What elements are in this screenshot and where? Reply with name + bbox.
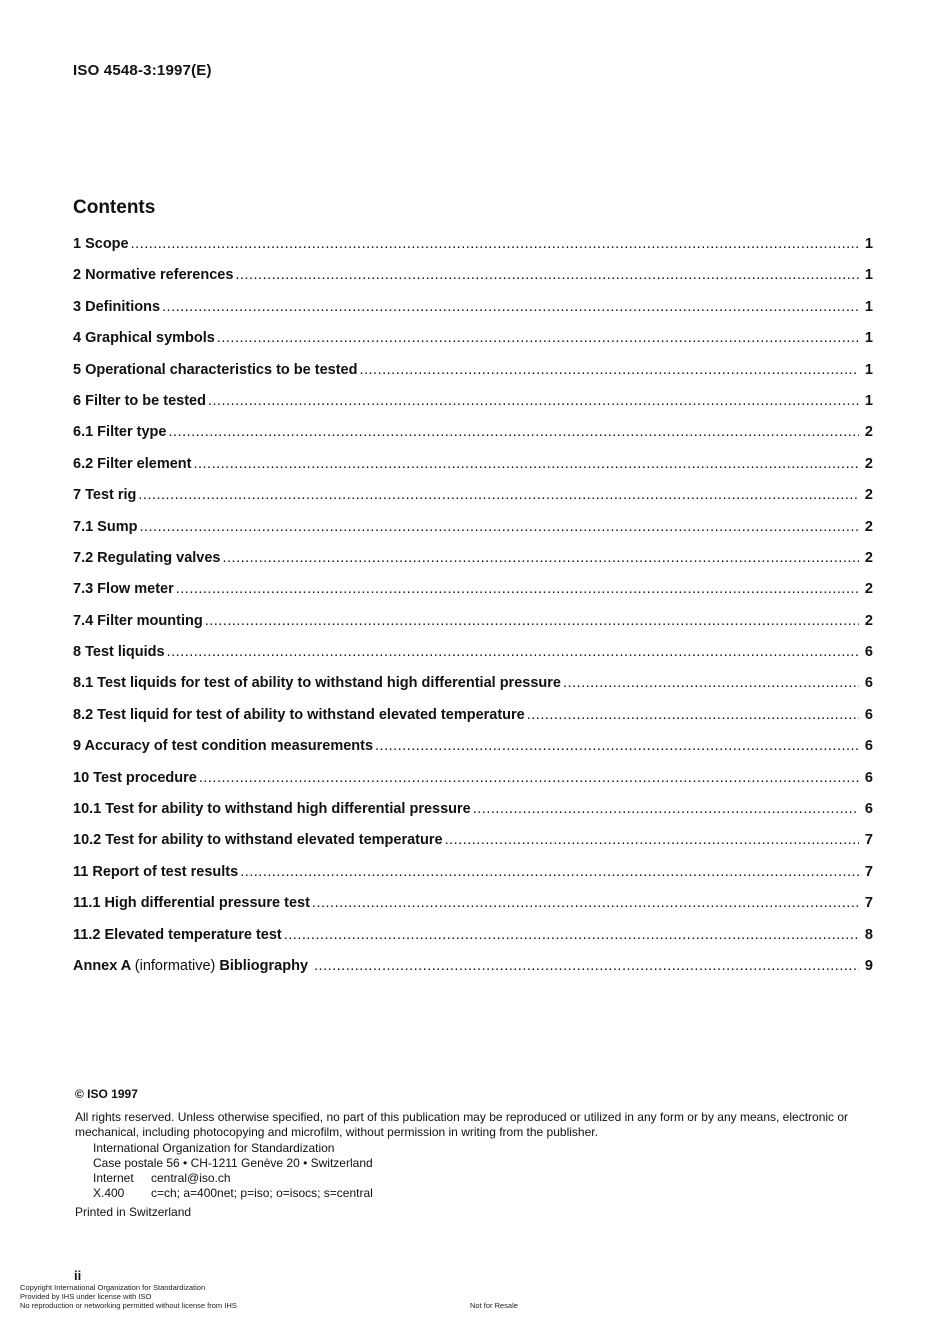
- not-for-resale: Not for Resale: [470, 1301, 518, 1310]
- printed-in: Printed in Switzerland: [75, 1205, 192, 1219]
- toc-leader-dots: [359, 362, 859, 378]
- toc-entry-title: 5 Operational characteristics to be tested: [73, 361, 358, 378]
- toc-entry-page: 2: [864, 581, 873, 598]
- toc-entry-page: 7: [864, 832, 873, 849]
- toc-entry-title: 4 Graphical symbols: [73, 330, 215, 347]
- toc-entry-title: 7 Test rig: [73, 487, 137, 504]
- toc-entry[interactable]: [73, 330, 873, 361]
- toc-entry[interactable]: [73, 456, 873, 487]
- toc-entry-page: 2: [864, 424, 873, 441]
- toc-entry[interactable]: [73, 550, 873, 581]
- toc-entry-title: 11 Report of test results: [73, 863, 239, 880]
- organization-info: [93, 1141, 885, 1201]
- internet-row: [93, 1171, 885, 1186]
- toc-entry[interactable]: [73, 675, 873, 706]
- toc-leader-dots: [473, 801, 859, 817]
- toc-entry-page: 7: [864, 863, 873, 880]
- toc-entry-page: 1: [864, 361, 873, 378]
- toc-entry[interactable]: [73, 644, 873, 675]
- toc-entry-page: 8: [864, 926, 873, 943]
- toc-entry-title: 2 Normative references: [73, 267, 234, 284]
- x400-row: [93, 1186, 885, 1201]
- toc-entry-page: 6: [864, 738, 873, 755]
- toc-entry-annex[interactable]: [73, 958, 873, 989]
- toc-entry-title: 1 Scope: [73, 236, 129, 252]
- toc-entry-page: 1: [864, 267, 873, 284]
- toc-leader-dots: [199, 770, 859, 786]
- toc-entry-page: 9: [864, 957, 873, 974]
- toc-entry[interactable]: [73, 362, 873, 393]
- annex-title: Bibliography: [219, 957, 309, 974]
- toc-entry[interactable]: [73, 770, 873, 801]
- toc-annex-title: [73, 958, 308, 974]
- toc-entry-title: 11.1 High differential pressure test: [73, 895, 310, 912]
- toc-entry-title: 11.2 Elevated temperature test: [73, 926, 282, 943]
- toc-leader-dots: [131, 236, 859, 252]
- toc-leader-dots: [139, 519, 859, 535]
- toc-leader-dots: [240, 864, 859, 880]
- toc-entry-page: 2: [864, 549, 873, 566]
- toc-entry-page: 1: [864, 298, 873, 315]
- toc-entry[interactable]: [73, 927, 873, 958]
- org-name: International Organization for Standardization: [93, 1141, 335, 1155]
- toc-entry-title: 7.2 Regulating valves: [73, 549, 221, 566]
- toc-entry-title: 6 Filter to be tested: [73, 392, 206, 409]
- toc-entry[interactable]: [73, 832, 873, 863]
- toc-entry[interactable]: [73, 581, 873, 612]
- toc-entry-title: 10 Test procedure: [73, 769, 197, 786]
- toc-entry[interactable]: [73, 801, 873, 832]
- toc-entry[interactable]: [73, 864, 873, 895]
- copyright-line: © ISO 1997: [75, 1087, 138, 1101]
- toc-entry-page: 2: [864, 455, 873, 472]
- toc-entry-page: 6: [864, 801, 873, 818]
- annex-prefix: Annex A: [73, 957, 131, 974]
- toc-entry-page: 2: [864, 612, 873, 629]
- toc-leader-dots: [138, 487, 859, 503]
- footer-line-3: No reproduction or networking permitted without license from IHS: [20, 1301, 237, 1310]
- toc-leader-dots: [445, 832, 859, 848]
- annex-type: (informative): [134, 957, 216, 974]
- internet-label: Internet: [93, 1171, 134, 1185]
- toc-entry[interactable]: [73, 613, 873, 644]
- toc-leader-dots: [312, 895, 859, 911]
- rights-statement: All rights reserved. Unless otherwise specified, no part of this publication may be reproduced or utilized in any form or by any means, electronic or mechanical, including photocopying and microfilm, without permission in writing from the publisher.: [75, 1110, 849, 1139]
- toc-entry-title: 7.1 Sump: [73, 518, 138, 535]
- toc-entry[interactable]: [73, 236, 873, 267]
- toc-entry[interactable]: [73, 267, 873, 298]
- license-footer: [20, 1283, 237, 1310]
- toc-entry-title: 7.3 Flow meter: [73, 581, 174, 598]
- toc-entry[interactable]: [73, 299, 873, 330]
- document-id: ISO 4548-3:1997(E): [73, 62, 212, 79]
- toc-leader-dots: [284, 927, 859, 943]
- toc-entry-page: 1: [864, 330, 873, 347]
- toc-entry-title: 10.1 Test for ability to withstand high differential pressure: [73, 801, 471, 818]
- footer-line-2: Provided by IHS under license with ISO: [20, 1292, 152, 1301]
- toc-entry-title: 7.4 Filter mounting: [73, 612, 203, 629]
- toc-entry[interactable]: [73, 487, 873, 518]
- x400-value: c=ch; a=400net; p=iso; o=isocs; s=central: [151, 1186, 373, 1200]
- internet-value: central@iso.ch: [151, 1171, 231, 1185]
- toc-entry-page: 1: [864, 236, 873, 252]
- toc-leader-dots: [563, 675, 859, 691]
- toc-entry[interactable]: [73, 895, 873, 926]
- org-address: Case postale 56 • CH-1211 Genève 20 • Switzerland: [93, 1156, 373, 1170]
- toc-entry-page: 6: [864, 706, 873, 723]
- toc-entry-page: 2: [864, 487, 873, 504]
- x400-label: X.400: [93, 1186, 125, 1200]
- toc-leader-dots: [222, 550, 859, 566]
- toc-entry[interactable]: [73, 738, 873, 769]
- toc-leader-dots: [217, 330, 859, 346]
- footer-line-1: Copyright International Organization for Standardization: [20, 1283, 206, 1292]
- toc-entry-page: 2: [864, 518, 873, 535]
- toc-entry[interactable]: [73, 424, 873, 455]
- toc-leader-dots: [527, 707, 859, 723]
- toc-entry-title: 9 Accuracy of test condition measurements: [73, 738, 374, 755]
- toc-entry-page: 6: [864, 675, 873, 692]
- page-number: ii: [74, 1268, 82, 1283]
- toc-entry[interactable]: [73, 393, 873, 424]
- copyright-block: [75, 1087, 885, 1220]
- toc-entry-title: 8.1 Test liquids for test of ability to withstand high differential pressure: [73, 675, 561, 692]
- toc-entry-title: 10.2 Test for ability to withstand elevated temperature: [73, 832, 443, 849]
- toc-entry[interactable]: [73, 519, 873, 550]
- toc-leader-dots: [314, 958, 859, 974]
- toc-leader-dots: [205, 613, 859, 629]
- toc-entry-page: 6: [864, 769, 873, 786]
- toc-leader-dots: [235, 267, 859, 283]
- toc-leader-dots: [168, 424, 859, 440]
- toc-leader-dots: [162, 299, 859, 315]
- table-of-contents: [73, 236, 873, 989]
- toc-entry-title: 6.2 Filter element: [73, 455, 192, 472]
- toc-leader-dots: [167, 644, 859, 660]
- toc-leader-dots: [208, 393, 859, 409]
- toc-entry-page: 6: [864, 644, 873, 661]
- toc-entry-title: 3 Definitions: [73, 298, 161, 315]
- toc-entry-page: 7: [864, 895, 873, 912]
- toc-leader-dots: [375, 738, 859, 754]
- contents-heading: Contents: [73, 197, 156, 218]
- toc-entry-title: 8 Test liquids: [73, 644, 165, 661]
- toc-leader-dots: [193, 456, 859, 472]
- toc-entry-page: 1: [864, 392, 873, 409]
- toc-entry-title: 6.1 Filter type: [73, 424, 167, 441]
- toc-entry-title: 8.2 Test liquid for test of ability to withstand elevated temperature: [73, 706, 525, 723]
- toc-entry[interactable]: [73, 707, 873, 738]
- toc-leader-dots: [176, 581, 859, 597]
